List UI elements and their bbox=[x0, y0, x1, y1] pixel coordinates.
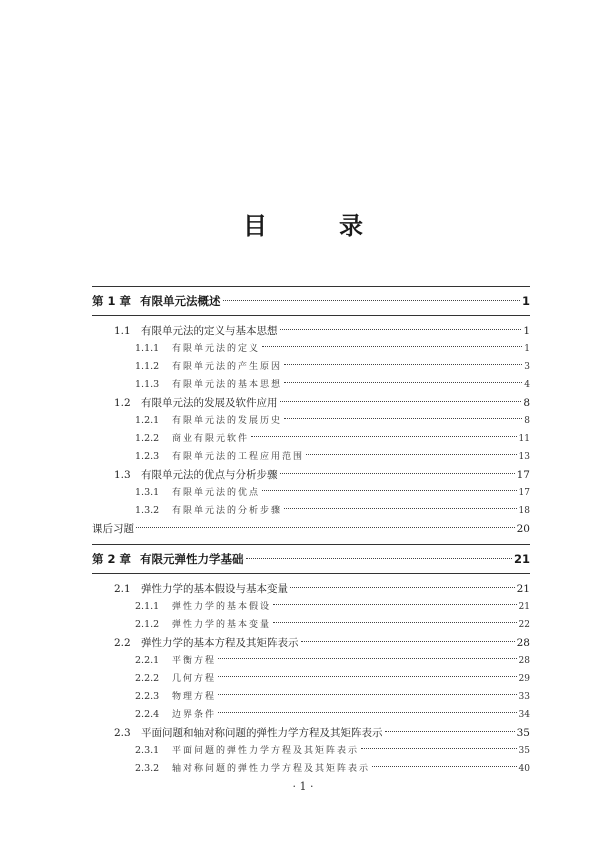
toc-entry-number: 1.1.3 bbox=[135, 379, 160, 390]
toc-entry-page: 1 bbox=[523, 325, 530, 337]
page-title: 目 录 bbox=[243, 211, 387, 240]
toc-subsection-entry[interactable] bbox=[92, 448, 530, 466]
toc-entry-page: 17 bbox=[518, 488, 530, 498]
toc-entry-number: 2.2.4 bbox=[135, 709, 160, 720]
toc-section-entry[interactable] bbox=[92, 580, 530, 598]
toc-entry-page: 4 bbox=[524, 380, 530, 390]
dot-leader bbox=[385, 731, 515, 732]
dot-leader bbox=[372, 766, 517, 767]
toc-entry-title: 商业有限元软件 bbox=[172, 434, 250, 444]
toc-entry-page: 35 bbox=[518, 746, 530, 756]
toc-entry-title: 平衡方程 bbox=[172, 656, 217, 666]
toc-section-entry[interactable] bbox=[92, 724, 530, 742]
toc-chapter bbox=[92, 544, 530, 784]
toc-entry-page: 17 bbox=[516, 469, 530, 481]
dot-leader bbox=[361, 748, 517, 749]
dot-leader bbox=[284, 418, 522, 419]
toc-entry-title: 课后习题 bbox=[92, 523, 134, 535]
toc-entry-title: 边界条件 bbox=[172, 710, 217, 720]
toc-subsection-entry[interactable] bbox=[92, 688, 530, 706]
dot-leader bbox=[223, 300, 520, 301]
toc-entry-page: 35 bbox=[516, 727, 530, 739]
toc-subsection-entry[interactable] bbox=[92, 340, 530, 358]
toc-entry-number: 1.2.3 bbox=[135, 451, 160, 462]
toc-subsection-entry[interactable] bbox=[92, 376, 530, 394]
toc-chapter-sections bbox=[92, 316, 530, 544]
toc-entry-title: 有限单元法的定义 bbox=[172, 344, 261, 354]
dot-leader bbox=[262, 346, 522, 347]
toc-entry-title: 弹性力学的基本方程及其矩阵表示 bbox=[141, 637, 299, 649]
toc-entry-number: 2.2 bbox=[114, 637, 131, 649]
toc-entry-title: 有限单元法的定义与基本思想 bbox=[141, 325, 278, 337]
toc-entry-number: 1.2.2 bbox=[135, 433, 160, 444]
dot-leader bbox=[136, 527, 515, 528]
toc-entry-page: 33 bbox=[518, 692, 530, 702]
toc-entry-page: 8 bbox=[523, 397, 530, 409]
toc-section-entry[interactable] bbox=[92, 394, 530, 412]
toc-entry-page: 13 bbox=[518, 452, 530, 462]
toc-entry-page: 20 bbox=[516, 523, 530, 535]
toc-entry-title: 有限单元法的产生原因 bbox=[172, 362, 283, 372]
dot-leader bbox=[273, 604, 517, 605]
toc-subsection-entry[interactable] bbox=[92, 760, 530, 778]
dot-leader bbox=[273, 622, 517, 623]
toc-entry-number: 2.3.2 bbox=[135, 763, 160, 774]
toc-entry-title: 有限单元法的工程应用范围 bbox=[172, 452, 305, 462]
toc-chapter-entry[interactable] bbox=[92, 287, 530, 315]
toc-entry-page: 1 bbox=[524, 344, 530, 354]
toc-entry-number: 2.2.2 bbox=[135, 673, 160, 684]
toc-entry-page: 21 bbox=[518, 602, 530, 612]
toc-entry-number: 1.3.1 bbox=[135, 487, 160, 498]
toc-entry-number: 1.2 bbox=[114, 397, 131, 409]
toc-subsection-entry[interactable] bbox=[92, 412, 530, 430]
dot-leader bbox=[251, 436, 517, 437]
toc-entry-number: 2.1.2 bbox=[135, 619, 160, 630]
toc-entry-title: 有限单元法的发展历史 bbox=[172, 416, 283, 426]
toc-entry-number: 1.1.1 bbox=[135, 343, 160, 354]
toc-entry-title: 有限单元法的发展及软件应用 bbox=[141, 397, 278, 409]
dot-leader bbox=[280, 473, 515, 474]
toc-entry-title: 有限单元法的优点与分析步骤 bbox=[141, 469, 278, 481]
toc-subsection-entry[interactable] bbox=[92, 358, 530, 376]
dot-leader bbox=[301, 641, 515, 642]
toc-entry-page: 8 bbox=[524, 416, 530, 426]
dot-leader bbox=[290, 587, 515, 588]
toc-section-entry[interactable] bbox=[92, 634, 530, 652]
toc-entry-number: 第 2 章 bbox=[92, 552, 132, 566]
dot-leader bbox=[262, 490, 517, 491]
dot-leader bbox=[306, 454, 517, 455]
toc-entry-number: 2.1.1 bbox=[135, 601, 160, 612]
toc-entry-page: 21 bbox=[513, 552, 530, 566]
toc-entry-title: 有限单元法概述 bbox=[140, 294, 221, 308]
toc-entry-title: 有限元弹性力学基础 bbox=[140, 552, 244, 566]
toc-subsection-entry[interactable] bbox=[92, 670, 530, 688]
toc-subsection-entry[interactable] bbox=[92, 502, 530, 520]
toc-entry-title: 轴对称问题的弹性力学方程及其矩阵表示 bbox=[172, 764, 371, 774]
table-of-contents bbox=[92, 286, 530, 784]
toc-entry-number: 2.1 bbox=[114, 583, 131, 595]
toc-entry-page: 1 bbox=[521, 294, 530, 308]
toc-entry-title: 弹性力学的基本假设与基本变量 bbox=[141, 583, 288, 595]
toc-entry-page: 28 bbox=[518, 656, 530, 666]
toc-entry-title: 弹性力学的基本假设 bbox=[172, 602, 272, 612]
toc-subsection-entry[interactable] bbox=[92, 484, 530, 502]
toc-section-entry[interactable] bbox=[92, 466, 530, 484]
dot-leader bbox=[218, 694, 517, 695]
toc-exercises-entry[interactable] bbox=[92, 520, 530, 538]
dot-leader bbox=[280, 401, 522, 402]
toc-entry-page: 18 bbox=[518, 506, 530, 516]
dot-leader bbox=[218, 712, 517, 713]
toc-subsection-entry[interactable] bbox=[92, 430, 530, 448]
toc-subsection-entry[interactable] bbox=[92, 616, 530, 634]
toc-entry-title: 平面问题和轴对称问题的弹性力学方程及其矩阵表示 bbox=[141, 727, 383, 739]
toc-entry-page: 11 bbox=[518, 434, 530, 444]
toc-entry-page: 21 bbox=[516, 583, 530, 595]
dot-leader bbox=[284, 382, 522, 383]
toc-subsection-entry[interactable] bbox=[92, 598, 530, 616]
toc-entry-title: 平面问题的弹性力学方程及其矩阵表示 bbox=[172, 746, 360, 756]
toc-entry-page: 3 bbox=[524, 362, 530, 372]
toc-entry-title: 几何方程 bbox=[172, 674, 217, 684]
toc-subsection-entry[interactable] bbox=[92, 652, 530, 670]
toc-entry-title: 物理方程 bbox=[172, 692, 217, 702]
toc-entry-number: 第 1 章 bbox=[92, 294, 132, 308]
toc-subsection-entry[interactable] bbox=[92, 706, 530, 724]
dot-leader bbox=[246, 558, 512, 559]
dot-leader bbox=[284, 364, 522, 365]
toc-entry-number: 2.3 bbox=[114, 727, 131, 739]
toc-entry-title: 有限单元法的分析步骤 bbox=[172, 506, 283, 516]
toc-entry-number: 1.3.2 bbox=[135, 505, 160, 516]
toc-entry-page: 28 bbox=[516, 637, 530, 649]
toc-entry-page: 22 bbox=[518, 620, 530, 630]
toc-entry-page: 40 bbox=[518, 764, 530, 774]
dot-leader bbox=[284, 508, 517, 509]
toc-entry-number: 1.1.2 bbox=[135, 361, 160, 372]
dot-leader bbox=[280, 329, 522, 330]
toc-entry-number: 2.2.3 bbox=[135, 691, 160, 702]
toc-entry-title: 有限单元法的基本思想 bbox=[172, 380, 283, 390]
toc-chapter bbox=[92, 286, 530, 544]
toc-chapter-sections bbox=[92, 574, 530, 784]
dot-leader bbox=[218, 676, 517, 677]
page-number: · 1 · bbox=[292, 780, 314, 793]
toc-entry-number: 1.3 bbox=[114, 469, 131, 481]
toc-entry-number: 2.3.1 bbox=[135, 745, 160, 756]
toc-entry-title: 弹性力学的基本变量 bbox=[172, 620, 272, 630]
dot-leader bbox=[218, 658, 517, 659]
toc-section-entry[interactable] bbox=[92, 322, 530, 340]
toc-entry-title: 有限单元法的优点 bbox=[172, 488, 261, 498]
toc-chapter-entry[interactable] bbox=[92, 545, 530, 573]
toc-entry-number: 2.2.1 bbox=[135, 655, 160, 666]
toc-entry-page: 29 bbox=[518, 674, 530, 684]
toc-entry-page: 34 bbox=[518, 710, 530, 720]
toc-entry-number: 1.2.1 bbox=[135, 415, 160, 426]
toc-subsection-entry[interactable] bbox=[92, 742, 530, 760]
toc-entry-number: 1.1 bbox=[114, 325, 131, 337]
